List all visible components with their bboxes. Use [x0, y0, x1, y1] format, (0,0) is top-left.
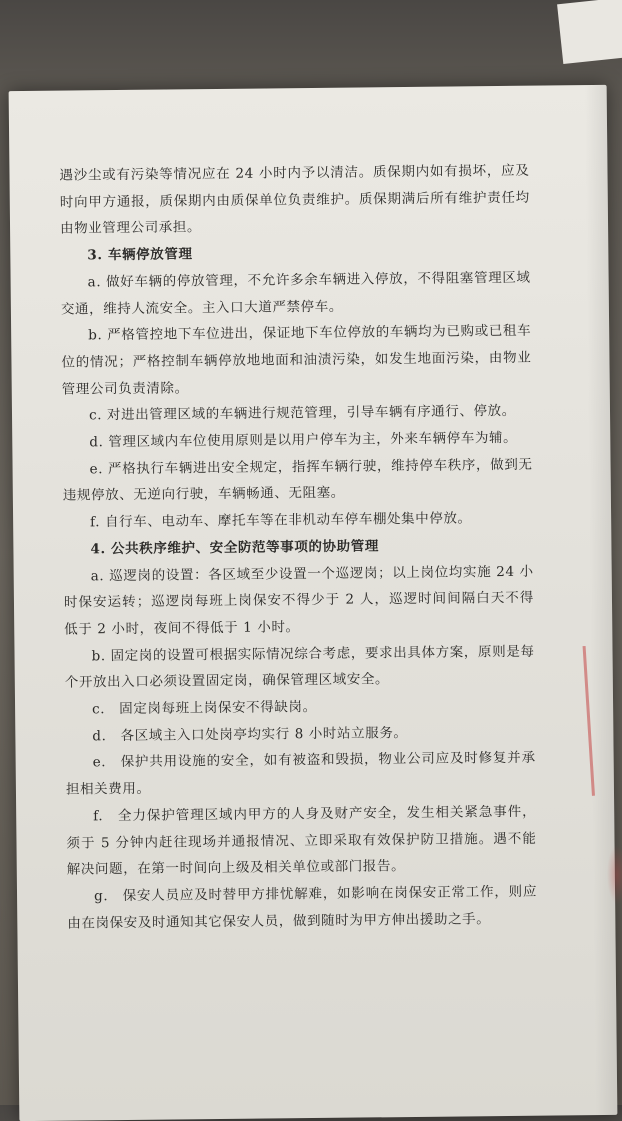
paragraph: a. 做好车辆的停放管理，不允许多余车辆进入停放，不得阻塞管理区域交通，维持人流安全。主入口大道严禁停车。: [60, 269, 531, 318]
paragraph: f. 自行车、电动车、摩托车等在非机动车停车棚处集中停放。: [90, 510, 472, 531]
paragraph: g. 保安人员应及时替甲方排忧解难，如影响在岗保安正常工作，则应由在岗保安及时通知其它保安人员，做到随时为甲方伸出援助之手。: [67, 883, 538, 932]
red-seal-stamp-fragment: [607, 845, 622, 905]
paragraph: f. 全力保护管理区域内甲方的人身及财产安全，发生相关紧急事件，须于 5 分钟内赶往现场并通报情况、立即采取有效保护防卫措施。遇不能解决问题，在第一时间向上级及相关单位或部门报告。: [66, 803, 537, 878]
paragraph: e. 保护共用设施的安全，如有被盗和毁损，物业公司应及时修复并承担相关费用。: [65, 750, 536, 798]
document-body: [59, 158, 537, 937]
document-page: [9, 85, 618, 1121]
desk-paper-corner: [557, 0, 622, 64]
paragraph: a. 巡逻岗的设置：各区域至少设置一个巡逻岗；以上岗位均实施 24 小时保安运转；巡逻岗每班上岗保安不得少于 2 人，巡逻时间间隔白天不得低于 2 小时，夜间不得低于 1 小时。: [63, 563, 535, 638]
paragraph: b. 固定岗的设置可根据实际情况综合考虑，要求出具体方案，原则是每个开放出入口必须设置固定岗，确保管理区域安全。: [64, 643, 535, 691]
paragraph: b. 严格管控地下车位进出，保证地下车位停放的车辆均为已购或已租车位的情况；严格控制车辆停放地地面和油渍污染，如发生地面污染，由物业管理公司负责清除。: [61, 322, 532, 398]
red-seal-stamp: [583, 644, 622, 796]
section-heading: 3. 车辆停放管理: [87, 246, 193, 264]
section-heading: 4. 公共秩序维护、安全防范等事项的协助管理: [90, 538, 379, 558]
paragraph: c. 对进出管理区域的车辆进行规范管理，引导车辆有序通行、停放。: [88, 403, 516, 424]
paragraph: e. 严格执行车辆进出安全规定，指挥车辆行驶，维持停车秩序，做到无违规停放、无逆向行驶，车辆畅通、无阻塞。: [62, 456, 533, 505]
paragraph: c. 固定岗每班上岗保安不得缺岗。: [92, 699, 317, 718]
paragraph: 遇沙尘或有污染等情况应在 24 小时内予以清洁。质保期内如有损坏，应及时向甲方通报，质保期内由质保单位负责维护。质保期满后所有维护责任均由物业管理公司承担。: [59, 162, 530, 238]
paragraph: d. 管理区域内车位使用原则是以用户停车为主，外来车辆停车为辅。: [89, 429, 518, 451]
paragraph: d. 各区域主入口处岗亭均实行 8 小时站立服务。: [92, 724, 408, 745]
page-edge-shadow: [585, 85, 618, 1115]
